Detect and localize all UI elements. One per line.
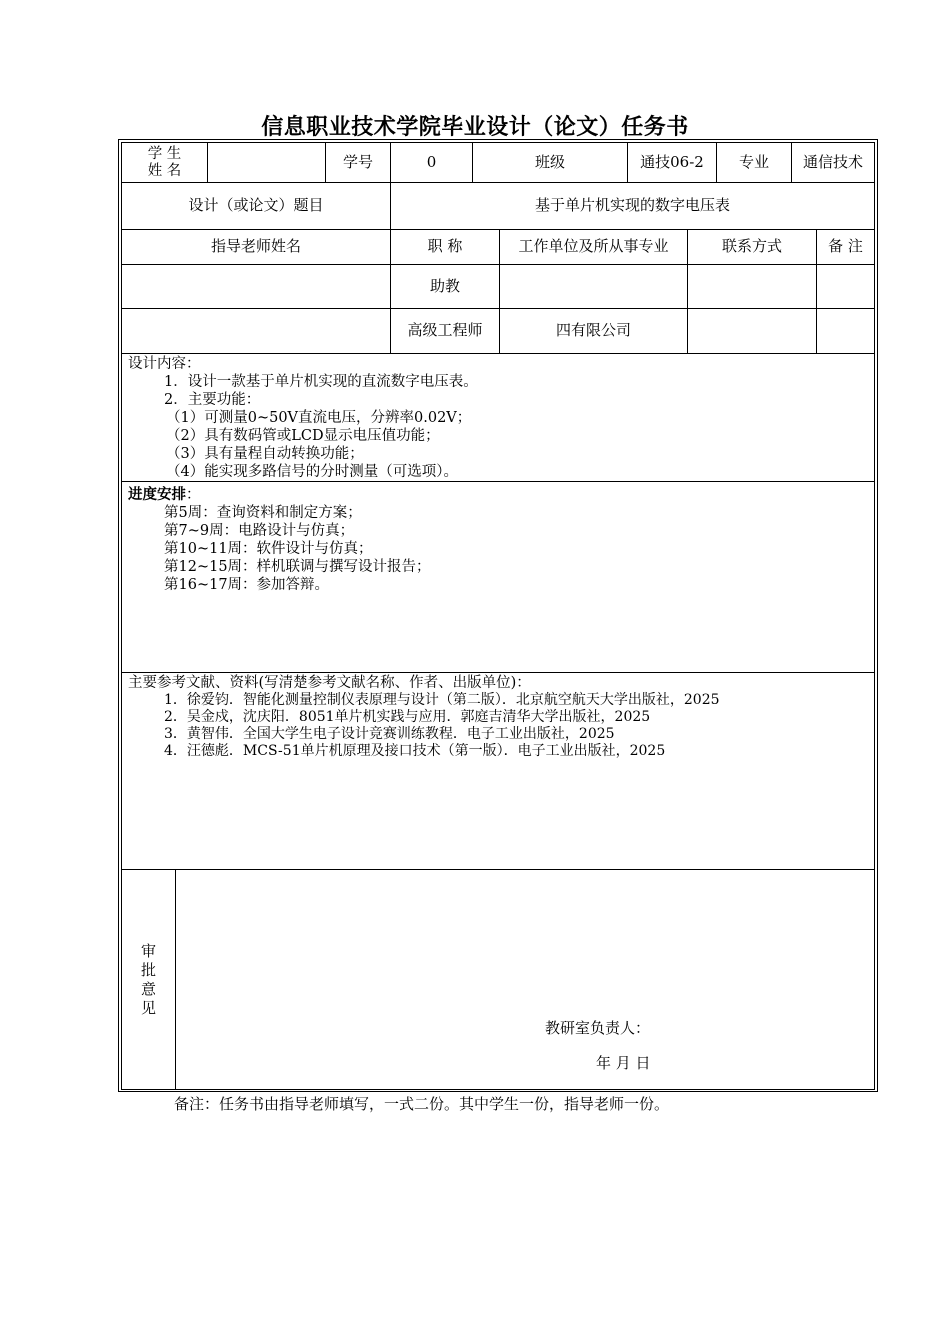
student-id-label: 学号 <box>325 142 391 183</box>
advisor-1-unit[interactable] <box>499 264 688 309</box>
design-content-line: （4）能实现多路信号的分时测量（可选项）。 <box>166 464 458 480</box>
advisor-1-remark[interactable] <box>816 264 875 309</box>
advisor-1-title[interactable]: 助教 <box>390 264 500 309</box>
class-value[interactable]: 通技06-2 <box>627 142 717 183</box>
advisor-1-name[interactable] <box>121 264 391 309</box>
topic-value[interactable]: 基于单片机实现的数字电压表 <box>390 182 875 230</box>
approval-signer: 教研室负责人： <box>545 1019 651 1037</box>
schedule-line: 第5周：查询资料和制定方案； <box>164 505 362 521</box>
schedule-line: 第12~15周：样机联调与撰写设计报告； <box>164 559 431 575</box>
advisor-name-header: 指导老师姓名 <box>121 229 391 265</box>
design-content-heading: 设计内容： <box>128 356 201 372</box>
design-content-line: （3）具有量程自动转换功能； <box>166 446 364 462</box>
schedule-line: 第7~9周：电路设计与仿真； <box>164 523 355 539</box>
advisor-2-title[interactable]: 高级工程师 <box>390 308 500 354</box>
references-section[interactable] <box>121 672 875 870</box>
schedule-section[interactable] <box>121 481 875 673</box>
approval-content[interactable] <box>175 869 875 1090</box>
topic-label: 设计（或论文）题目 <box>121 182 391 230</box>
page-title: 信息职业技术学院毕业设计（论文）任务书 <box>261 114 689 140</box>
major-label: 专业 <box>716 142 792 183</box>
design-content-line: 2．主要功能： <box>164 392 261 408</box>
advisor-2-contact[interactable] <box>687 308 817 354</box>
advisor-unit-header: 工作单位及所从事专业 <box>499 229 688 265</box>
approval-label <box>121 869 176 1090</box>
approval-label-char: 批 <box>140 960 156 979</box>
advisor-title-header: 职 称 <box>390 229 500 265</box>
schedule-heading-colon: ： <box>186 487 201 503</box>
major-value[interactable]: 通信技术 <box>791 142 875 183</box>
design-content-section[interactable] <box>121 353 875 482</box>
student-name-label-line1: 学 生 <box>147 145 182 162</box>
advisor-2-name[interactable] <box>121 308 391 354</box>
reference-item: 2．吴金戍，沈庆阳．8051单片机实践与应用．郭庭吉清华大学出版社，2025 <box>164 709 651 725</box>
schedule-line: 第10~11周：软件设计与仿真； <box>164 541 373 557</box>
references-heading: 主要参考文献、资料(写清楚参考文献名称、作者、出版单位)： <box>128 675 531 691</box>
design-content-line: 1．设计一款基于单片机实现的直流数字电压表。 <box>164 374 478 390</box>
advisor-2-remark[interactable] <box>816 308 875 354</box>
approval-date: 年 月 日 <box>596 1054 651 1072</box>
student-name-label-line2: 姓 名 <box>147 162 182 179</box>
advisor-contact-header: 联系方式 <box>687 229 817 265</box>
design-content-line: （2）具有数码管或LCD显示电压值功能； <box>166 428 440 444</box>
student-name-label <box>121 142 208 183</box>
student-name-value[interactable] <box>207 142 326 183</box>
approval-label-char: 意 <box>140 979 156 998</box>
student-id-value[interactable]: 0 <box>390 142 473 183</box>
approval-label-char: 审 <box>140 941 156 960</box>
design-content-line: （1）可测量0~50V直流电压，分辨率0.02V； <box>166 410 472 426</box>
footnote: 备注：任务书由指导老师填写，一式二份。其中学生一份，指导老师一份。 <box>174 1095 670 1113</box>
class-label: 班级 <box>472 142 628 183</box>
advisor-2-unit[interactable]: 四有限公司 <box>499 308 688 354</box>
schedule-heading-text: 进度安排 <box>128 486 186 503</box>
reference-item: 3．黄智伟．全国大学生电子设计竞赛训练教程．电子工业出版社，2025 <box>164 726 615 742</box>
approval-label-char: 见 <box>140 998 156 1017</box>
advisor-remark-header: 备 注 <box>816 229 875 265</box>
schedule-heading <box>128 486 201 504</box>
reference-item: 4．汪德彪．MCS-51单片机原理及接口技术（第一版）．电子工业出版社，2025 <box>164 743 666 759</box>
schedule-line: 第16~17周：参加答辩。 <box>164 577 330 593</box>
advisor-1-contact[interactable] <box>687 264 817 309</box>
reference-item: 1．徐爱钧．智能化测量控制仪表原理与设计（第二版）．北京航空航天大学出版社，2025 <box>164 692 720 708</box>
